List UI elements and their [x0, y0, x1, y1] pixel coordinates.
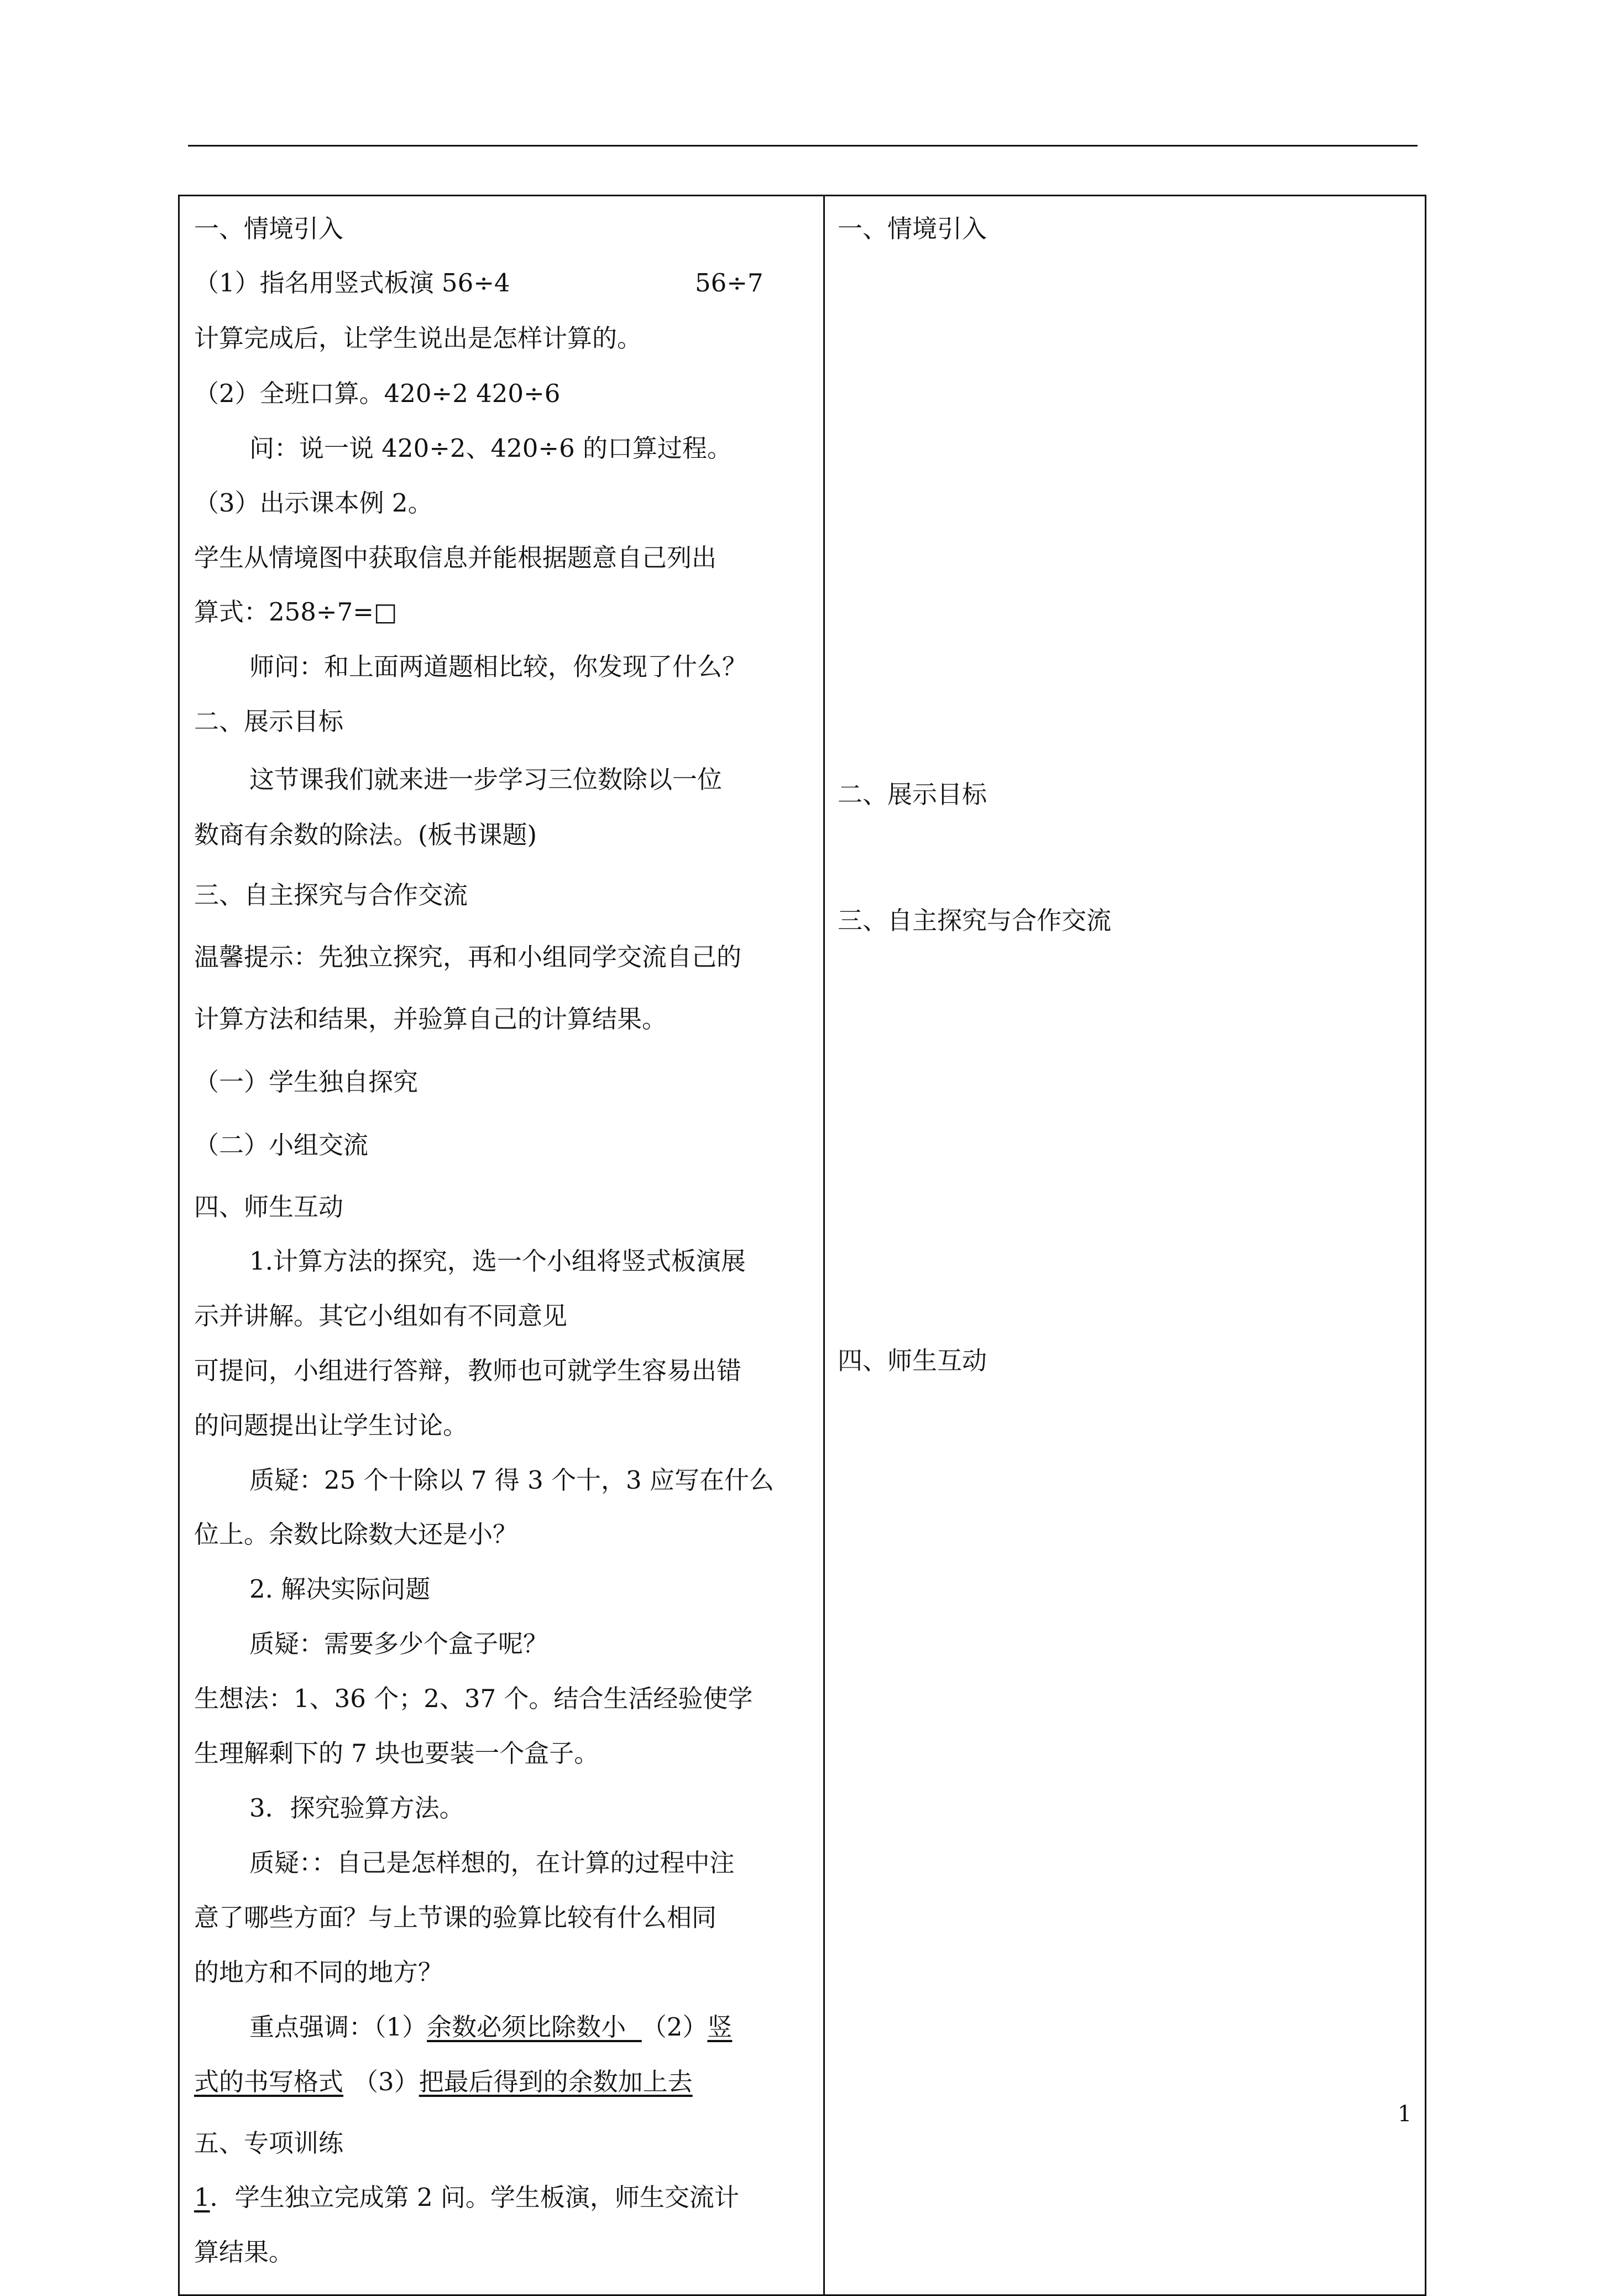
section-4-line-9: 生想法：1、36 个；2、37 个。结合生活经验使学 — [194, 1684, 753, 1713]
section-1-item-1-second: 56÷7 — [695, 268, 764, 298]
section-1-item-1-text: （1）指名用竖式板演 56÷4 — [194, 268, 510, 298]
section-4-emphasis-line-2 — [194, 2065, 693, 2099]
section-1-item-1 — [194, 267, 764, 300]
section-4-line-3: 可提问，小组进行答辩，教师也可就学生容易出错 — [194, 1356, 742, 1385]
section-4-line-13: 意了哪些方面？与上节课的验算比较有什么相同 — [194, 1903, 717, 1932]
emphasis-marker-3: （3） — [353, 2067, 419, 2096]
column-divider — [823, 196, 825, 2294]
section-3-item-2: （二）小组交流 — [194, 1130, 369, 1160]
section-4-line-8: 质疑：需要多少个盒子呢？ — [249, 1629, 548, 1658]
section-1-line-6: 学生从情境图中获取信息并能根据题意自己列出 — [194, 543, 717, 572]
emphasis-point-1: 余数必须比除数小 — [427, 2012, 642, 2042]
section-1-item-2: （2）全班口算。420÷2 420÷6 — [194, 379, 561, 408]
section-4-line-2: 示并讲解。其它小组如有不同意见 — [194, 1301, 568, 1330]
section-3-title: 三、自主探究与合作交流 — [194, 880, 468, 910]
section-4-emphasis-line-1 — [249, 2011, 732, 2044]
section-4-line-1: 1.计算方法的探究，选一个小组将竖式板演展 — [249, 1246, 746, 1276]
section-3-line-2: 计算方法和结果，并验算自己的计算结果。 — [194, 1004, 667, 1034]
right-section-3-title: 三、自主探究与合作交流 — [838, 906, 1112, 935]
section-4-line-10: 生理解剩下的 7 块也要装一个盒子。 — [194, 1739, 599, 1768]
section-1-item-3: （3）出示课本例 2。 — [194, 488, 433, 518]
section-4-line-14: 的地方和不同的地方？ — [194, 1958, 443, 1987]
section-5-item-1-text: ．学生独立完成第 2 问。学生板演，师生交流计 — [210, 2183, 739, 2212]
section-5-item-1 — [194, 2181, 739, 2214]
page-number: 1 — [1398, 2101, 1412, 2127]
right-section-1-title: 一、情境引入 — [838, 214, 987, 243]
section-5-item-1-number: 1 — [194, 2183, 210, 2212]
section-4-line-12: 质疑：：自己是怎样想的，在计算的过程中注 — [249, 1848, 735, 1877]
section-3-item-1: （一）学生独自探究 — [194, 1067, 419, 1097]
emphasis-point-2-start: 竖 — [707, 2012, 733, 2042]
header-rule — [188, 145, 1418, 147]
section-1-teacher-question: 师问：和上面两道题相比较，你发现了什么？ — [249, 652, 747, 681]
section-5-line-2: 算结果。 — [194, 2237, 294, 2267]
section-2-line-2: 数商有余数的除法。(板书课题) — [194, 820, 537, 849]
section-4-title: 四、师生互动 — [194, 1192, 344, 1222]
lesson-plan-table — [178, 195, 1426, 2296]
right-section-2-title: 二、展示目标 — [838, 780, 987, 809]
section-4-line-6: 位上。余数比除数大还是小？ — [194, 1520, 518, 1549]
section-4-line-7: 2. 解决实际问题 — [249, 1574, 431, 1604]
section-1-title: 一、情境引入 — [194, 214, 344, 243]
section-4-line-4: 的问题提出让学生讨论。 — [194, 1411, 468, 1440]
section-1-question: 问：说一说 420÷2、420÷6 的口算过程。 — [249, 434, 733, 463]
section-2-line-1: 这节课我们就来进一步学习三位数除以一位 — [249, 765, 723, 794]
emphasis-point-3: 把最后得到的余数加上去 — [419, 2067, 693, 2096]
section-5-title: 五、专项训练 — [194, 2128, 344, 2158]
section-2-title: 二、展示目标 — [194, 707, 344, 736]
emphasis-point-2-end: 式的书写格式 — [194, 2067, 344, 2096]
right-section-4-title: 四、师生互动 — [838, 1346, 987, 1375]
emphasis-marker-2: （2） — [641, 2012, 708, 2042]
section-4-line-11: 3．探究验算方法。 — [249, 1793, 464, 1823]
emphasis-lead: 重点强调：（1） — [249, 2012, 427, 2042]
section-1-equation: 算式：258÷7=□ — [194, 597, 398, 627]
section-3-line-1: 温馨提示：先独立探究，再和小组同学交流自己的 — [194, 942, 742, 972]
section-1-line-2: 计算完成后，让学生说出是怎样计算的。 — [194, 323, 642, 353]
section-4-line-5: 质疑：25 个十除以 7 得 3 个十，3 应写在什么 — [249, 1465, 774, 1495]
